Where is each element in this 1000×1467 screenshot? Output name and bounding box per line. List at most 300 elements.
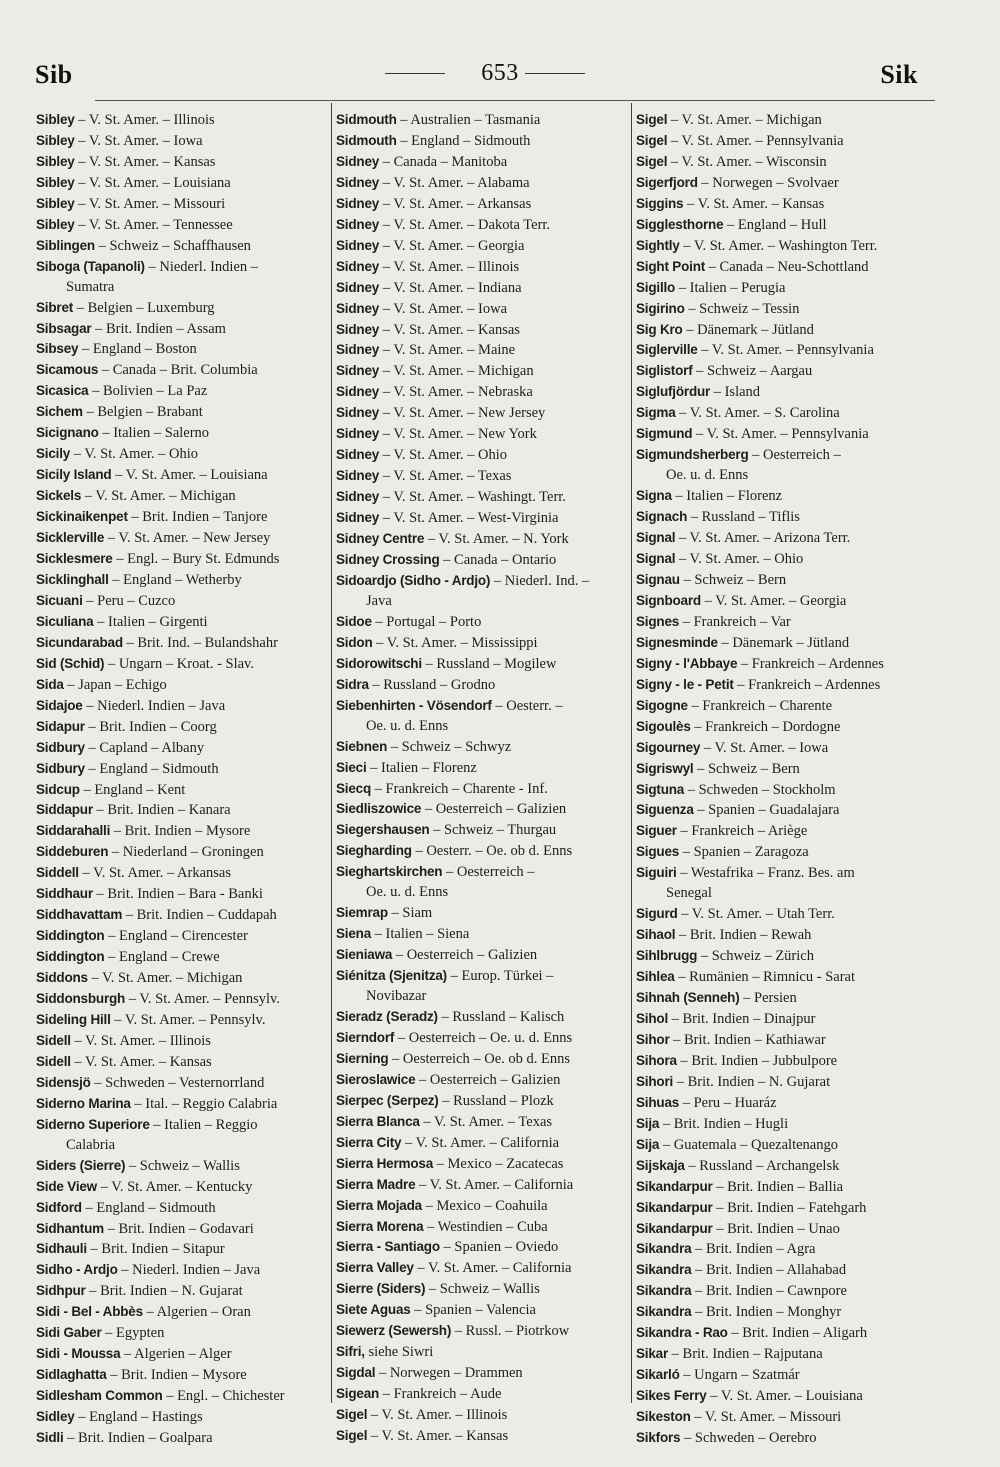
place-name: Sichem (36, 404, 83, 420)
column-1 (36, 110, 336, 1449)
gazetteer-entry (336, 654, 636, 675)
gazetteer-entry (636, 570, 936, 591)
place-name: Sidell (36, 1032, 71, 1048)
place-name: Siena (336, 926, 372, 942)
header-left-guide-word: Sib (35, 60, 73, 89)
gazetteer-entry (36, 1407, 336, 1428)
gazetteer-entry (636, 320, 936, 341)
gazetteer-entry (36, 381, 336, 402)
place-name: Sidney (336, 174, 380, 190)
place-name: Sigillo (636, 279, 676, 295)
place-name: Signy - le - Petit (636, 676, 734, 692)
gazetteer-entry (636, 946, 936, 967)
place-name: Sierndorf (336, 1029, 395, 1045)
place-location: – Niederland – Groningen (111, 844, 264, 861)
gazetteer-entry (36, 236, 336, 257)
gazetteer-entry (636, 1386, 936, 1407)
place-name: Sicamous (36, 362, 99, 378)
place-location: – V. St. Amer. – Ohio (678, 551, 804, 568)
gazetteer-entry (636, 215, 936, 236)
gazetteer-entry (636, 1114, 936, 1135)
gazetteer-entry (636, 445, 936, 486)
place-location: – Portugal – Porto (375, 613, 482, 630)
gazetteer-entry (336, 1007, 636, 1028)
place-name: Sidney (336, 342, 380, 358)
place-name: Sibley (36, 216, 75, 232)
header-right-guide-word: Sik (880, 60, 918, 89)
gazetteer-entry (36, 1365, 336, 1386)
gazetteer-entry (636, 1344, 936, 1365)
place-name: Siemrap (336, 905, 388, 921)
place-name: Siddhavattam (36, 907, 123, 923)
place-name: Sidney (336, 153, 380, 169)
place-location: – Canada – Ontario (443, 552, 557, 569)
place-location: – Brit. Indien – Kathiawar (673, 1031, 826, 1048)
place-location: – V. St. Amer. – Kansas (382, 321, 520, 338)
place-location: – Russland – Grodno (372, 676, 496, 693)
gazetteer-entry (636, 717, 936, 738)
place-name: Sidbury (36, 760, 85, 776)
gazetteer-entry (36, 591, 336, 612)
place-location: – Persien (743, 990, 797, 1007)
place-name: Siglufjördur (636, 384, 711, 400)
place-name: Sibley (36, 153, 75, 169)
place-location: – Brit. Indien – Cawnpore (695, 1283, 847, 1300)
gazetteer-entry (636, 1428, 936, 1449)
place-name: Siboga (Tapanoli) (36, 258, 145, 274)
gazetteer-entry (36, 675, 336, 696)
gazetteer-entry (336, 1091, 636, 1112)
place-name: Sigel (336, 1428, 368, 1444)
place-name: Sicuani (36, 592, 83, 608)
gazetteer-entry (336, 340, 636, 361)
place-name: Sidhauli (36, 1241, 87, 1257)
place-name: Sidney (336, 237, 380, 253)
place-name: Sidney (336, 489, 380, 505)
place-name: Sigel (636, 153, 668, 169)
place-name: Sierra Mojada (336, 1197, 422, 1213)
gazetteer-entry (36, 717, 336, 738)
place-name: Siderno Superiore (36, 1116, 150, 1132)
gazetteer-entry (636, 1365, 936, 1386)
place-name: Siegharding (336, 843, 412, 859)
gazetteer-entry (36, 215, 336, 236)
place-location: – Spanien – Zaragoza (682, 844, 809, 861)
place-location: – V. St. Amer. – Georgia (704, 592, 847, 609)
place-location: – Brit. Indien – Jubbulpore (680, 1052, 838, 1069)
place-name: Sidney (336, 363, 380, 379)
gazetteer-entry (336, 758, 636, 779)
place-location: – V. St. Amer. – Kansas (370, 1428, 509, 1445)
place-location: – V. St. Amer. – California (419, 1176, 574, 1193)
place-name: Sidra (336, 676, 369, 692)
place-location-continuation: Senegal (666, 885, 712, 902)
place-name: Sierra City (336, 1134, 402, 1150)
place-name: Signach (636, 509, 688, 525)
place-location: – Norwegen – Drammen (378, 1365, 523, 1382)
gazetteer-entry (636, 1093, 936, 1114)
gazetteer-entry (336, 1363, 636, 1384)
gazetteer-entry (36, 402, 336, 423)
place-location: – Russland – Tiflis (690, 509, 800, 526)
gazetteer-entry (36, 884, 336, 905)
place-location-continuation: Oe. u. d. Enns (366, 717, 449, 734)
gazetteer-entry (636, 738, 936, 759)
gazetteer-entry (336, 110, 636, 131)
gazetteer-entry (336, 924, 636, 945)
gazetteer-entry (36, 696, 336, 717)
gazetteer-entry (36, 1219, 336, 1240)
place-name: Sigirino (636, 300, 685, 316)
place-location: – V. St. Amer. – Alabama (382, 174, 530, 191)
place-name: Sibret (36, 299, 74, 315)
gazetteer-entry (336, 966, 636, 1007)
place-location: – V. St. Amer. – Michigan (382, 363, 534, 380)
place-name: Sicasica (36, 383, 89, 399)
place-name: Siddons (36, 970, 88, 986)
gazetteer-entry (336, 903, 636, 924)
place-name: Sidney (336, 510, 380, 526)
gazetteer-entry (336, 278, 636, 299)
place-location: – V. St. Amer. – N. York (427, 531, 569, 548)
gazetteer-entry (36, 989, 336, 1010)
gazetteer-entry (636, 633, 936, 654)
place-location: – V. St. Amer. – Indiana (382, 279, 522, 296)
place-location: – Frankreich – Dordogne (694, 718, 841, 735)
place-name: Sidlaghatta (36, 1367, 107, 1383)
place-location: – V. St. Amer. – New Jersey (382, 405, 546, 422)
place-name: Sidell (36, 1053, 71, 1069)
place-location: – V. St. Amer. – Illinois (370, 1407, 508, 1424)
gazetteer-entry (36, 549, 336, 570)
place-name: Sierra Valley (336, 1260, 414, 1276)
gazetteer-entry (336, 1405, 636, 1426)
gazetteer-entry (36, 1198, 336, 1219)
place-location: – V. St. Amer. – Louisiana (115, 467, 268, 484)
place-name: Sidho - Ardjo (36, 1262, 118, 1278)
place-location: – V. St. Amer. – Louisiana (710, 1388, 863, 1405)
gazetteer-entry (336, 487, 636, 508)
place-location: – Ungarn – Kroat. - Slav. (107, 655, 254, 672)
gazetteer-entry (36, 1302, 336, 1323)
place-location: – Schweden – Vesternorrland (94, 1074, 265, 1091)
gazetteer-entry (36, 339, 336, 360)
place-location: – V. St. Amer. – Pennsylvania (670, 132, 844, 149)
gazetteer-entry (36, 738, 336, 759)
place-location: – Brit. Indien – Aligarh (731, 1325, 868, 1342)
place-name: Siderno Marina (36, 1095, 131, 1111)
place-location: – Italien – Siena (374, 926, 470, 943)
place-location: – Schweiz – Thurgau (433, 822, 557, 839)
place-location: – V. St. Amer. – Texas (382, 468, 512, 485)
place-location: – V. St. Amer. – Iowa (382, 300, 508, 317)
place-name: Sigma (636, 405, 676, 421)
place-name: Sidney (336, 216, 380, 232)
place-name: Sikandra (636, 1262, 692, 1278)
place-name: Sigourney (636, 739, 701, 755)
gazetteer-entry (36, 1156, 336, 1177)
place-location-continuation: Sumatra (66, 278, 115, 295)
place-location: – Belgien – Brabant (86, 404, 203, 421)
place-name: Sidney Centre (336, 531, 425, 547)
place-name: Sig Kro (636, 321, 683, 337)
place-name: Siddonsburgh (36, 991, 126, 1007)
place-location: – Brit. Indien – Monghyr (695, 1304, 842, 1321)
gazetteer-entry (636, 759, 936, 780)
gazetteer-entry (336, 1196, 636, 1217)
place-location: – England – Sidmouth (85, 1199, 216, 1216)
place-location: – Egypten (105, 1325, 165, 1342)
gazetteer-entry (636, 967, 936, 988)
gazetteer-entry (636, 1051, 936, 1072)
place-location: – Oesterreich – Galizien (424, 801, 567, 818)
place-location: – Schweiz – Bern (697, 760, 800, 777)
gazetteer-entry (36, 1010, 336, 1031)
place-name: Signboard (636, 592, 701, 608)
gazetteer-entry (636, 361, 936, 382)
place-location: – Schweden – Stockholm (687, 781, 836, 798)
place-location: – V. St. Amer. – Kansas (74, 1053, 212, 1070)
place-location: – Mexico – Coahuila (425, 1197, 548, 1214)
header-dash-right (525, 73, 585, 74)
place-location: – Italien – Perugia (678, 279, 786, 296)
place-name: Sidney (336, 384, 380, 400)
place-name: Side View (36, 1178, 97, 1194)
gazetteer-entry (336, 215, 636, 236)
gazetteer-entry (36, 486, 336, 507)
place-name: Sidney (336, 258, 380, 274)
place-location: – Brit. Indien – Allahabad (695, 1262, 847, 1279)
place-location: – England – Sidmouth (400, 132, 531, 149)
gazetteer-entry (36, 1177, 336, 1198)
place-location: – England – Sidmouth (88, 760, 219, 777)
place-name: Siblingen (36, 237, 95, 253)
gazetteer-entry (636, 591, 936, 612)
place-location: – Brit. Indien – Cuddapah (125, 907, 277, 924)
gazetteer-entry (336, 862, 636, 903)
place-location: – V. St. Amer. – Illinois (382, 258, 520, 275)
gazetteer-entry (336, 194, 636, 215)
place-name: Sicklinghall (36, 571, 109, 587)
place-location: – Algerien – Alger (124, 1346, 232, 1363)
place-location: – V. St. Amer. – Ohio (73, 446, 199, 463)
place-location: – V. St. Amer. – Arkansas (382, 195, 532, 212)
place-name: Sierra Blanca (336, 1113, 420, 1129)
place-name: Siénitza (Sjenitza) (336, 968, 447, 984)
gazetteer-entry (36, 905, 336, 926)
gazetteer-entry (36, 110, 336, 131)
gazetteer-entry (336, 1070, 636, 1091)
place-name: Sidi - Moussa (36, 1346, 121, 1362)
place-name: Siculiana (36, 613, 94, 629)
gazetteer-entry (636, 486, 936, 507)
place-location: – England – Hull (727, 216, 827, 233)
place-location: – Siam (391, 905, 433, 922)
place-name: Sidney Crossing (336, 552, 440, 568)
place-name: Sidford (36, 1199, 82, 1215)
gazetteer-entry (36, 423, 336, 444)
place-location: – Frankreich – Ariège (680, 823, 808, 840)
place-location: – Engl. – Bury St. Edmunds (116, 551, 280, 568)
gazetteer-entry (336, 1321, 636, 1342)
place-location: – Oesterreich – Oe. ob d. Enns (392, 1050, 571, 1067)
place-name: Siebnen (336, 738, 388, 754)
place-location: – Brit. Indien – Dinajpur (671, 1010, 816, 1027)
place-name: Sikandarpur (636, 1199, 713, 1215)
place-name: Sihori (636, 1073, 674, 1089)
gazetteer-entry (36, 926, 336, 947)
gazetteer-entry (36, 360, 336, 381)
gazetteer-entry (36, 570, 336, 591)
gazetteer-entry (336, 799, 636, 820)
gazetteer-entry (336, 675, 636, 696)
gazetteer-entry (36, 1031, 336, 1052)
place-location: – Schweiz – Aargau (696, 363, 813, 380)
place-location: – V. St. Amer. – Kansas (78, 153, 216, 170)
place-name: Sidley (36, 1409, 75, 1425)
gazetteer-entry (636, 925, 936, 946)
place-location: – Schweiz – Wallis (128, 1157, 240, 1174)
place-name: Siegershausen (336, 822, 430, 838)
place-name: Sigerfjord (636, 174, 698, 190)
place-name: Sight Point (636, 258, 706, 274)
place-location: – Brit. Indien – Fatehgarh (716, 1199, 867, 1216)
place-name: Sieci (336, 759, 367, 775)
place-location: – England – Hastings (78, 1409, 203, 1426)
place-location: – Schweiz – Bern (683, 571, 787, 588)
place-location: – Schweiz – Schaffhausen (98, 237, 251, 254)
place-location: – Schweiz – Schwyz (390, 738, 512, 755)
place-name: Sida (36, 676, 64, 692)
place-name: Sidensjö (36, 1074, 91, 1090)
place-name: Sigogne (636, 697, 688, 713)
gazetteer-entry (336, 152, 636, 173)
place-name: Siddington (36, 949, 105, 965)
place-name: Sidney (336, 468, 380, 484)
place-name: Sierpec (Serpez) (336, 1092, 439, 1108)
place-location: – V. St. Amer. – Michigan (91, 970, 243, 987)
place-location: – V. St. Amer. – Pennsylv. (128, 991, 280, 1008)
place-location: – Brit. Indien – Agra (695, 1241, 816, 1258)
gazetteer-entry (636, 1260, 936, 1281)
gazetteer-entry (36, 1344, 336, 1365)
gazetteer-entry (636, 131, 936, 152)
gazetteer-entry (636, 842, 936, 863)
place-location: – Rumänien – Rimnicu - Sarat (678, 969, 855, 986)
gazetteer-entry (36, 654, 336, 675)
place-location: – V. St. Amer. – Iowa (703, 739, 829, 756)
place-location: – V. St. Amer. – Washington Terr. (683, 237, 878, 254)
gazetteer-entry (336, 1133, 636, 1154)
place-name: Siddington (36, 928, 105, 944)
gazetteer-entry (636, 988, 936, 1009)
place-name: Sicundarabad (36, 634, 123, 650)
gazetteer-entry (36, 821, 336, 842)
place-location: – Frankreich – Ardennes (740, 655, 884, 672)
gazetteer-entry (36, 131, 336, 152)
place-location: – Brit. Indien – N. Gujarat (89, 1283, 243, 1300)
place-location: – V. St. Amer. – Washingt. Terr. (382, 489, 566, 506)
place-location: – Brit. Indien – Mysore (113, 823, 251, 840)
place-name: Sihor (636, 1031, 670, 1047)
place-location: – Europ. Türkei – (450, 968, 554, 985)
gazetteer-entry (636, 152, 936, 173)
place-name: Siguenza (636, 802, 694, 818)
gazetteer-entry (636, 403, 936, 424)
gazetteer-entry (336, 1154, 636, 1175)
gazetteer-entry (336, 131, 636, 152)
place-name: Sierre (Siders) (336, 1281, 426, 1297)
place-name: Sibley (36, 174, 75, 190)
gazetteer-entry (36, 1428, 336, 1449)
place-name: Sidney (336, 195, 380, 211)
gazetteer-entry (36, 612, 336, 633)
place-location: – V. St. Amer. – Maine (382, 342, 516, 359)
place-location: – Oesterreich – Galizien (419, 1071, 561, 1088)
gazetteer-entry (36, 1386, 336, 1407)
place-name: Signal (636, 551, 676, 567)
gazetteer-entry (36, 257, 336, 298)
place-location-continuation: Java (366, 592, 392, 609)
place-location: – Italien – Girgenti (97, 613, 208, 630)
gazetteer-entry (336, 550, 636, 571)
gazetteer-entry (336, 1237, 636, 1258)
place-name: Siddarahalli (36, 823, 111, 839)
place-name: Sihuas (636, 1094, 680, 1110)
place-name: Sibley (36, 195, 75, 211)
gazetteer-entry (636, 1072, 936, 1093)
place-name: Sigean (336, 1386, 380, 1402)
place-name: Sieradz (Seradz) (336, 1008, 438, 1024)
place-name: Sigglesthorne (636, 216, 724, 232)
place-location: – Oesterr. – (495, 697, 563, 714)
gazetteer-entry (636, 1407, 936, 1428)
gazetteer-entry (636, 1219, 936, 1240)
gazetteer-entry (36, 759, 336, 780)
gazetteer-entry (336, 571, 636, 612)
gazetteer-entry (636, 1177, 936, 1198)
place-name: Siewerz (Sewersh) (336, 1323, 452, 1339)
place-name: Siete Aguas (336, 1302, 411, 1318)
gazetteer-entry (336, 633, 636, 654)
gazetteer-entry (36, 194, 336, 215)
gazetteer-entry (336, 820, 636, 841)
gazetteer-entry (636, 278, 936, 299)
place-location: siehe Siwri (368, 1344, 434, 1361)
place-name: Sikandra (636, 1241, 692, 1257)
place-name: Sihnah (Senneh) (636, 990, 740, 1006)
gazetteer-entry (636, 528, 936, 549)
place-location: – V. St. Amer. – Pennsylvania (701, 342, 874, 359)
place-location: – V. St. Amer. – West-Virginia (382, 510, 559, 527)
gazetteer-entry (336, 1426, 636, 1447)
place-location: – Dänemark – Jütland (686, 321, 814, 338)
gazetteer-entry (636, 507, 936, 528)
place-location: – V. St. Amer. – Nebraska (382, 384, 533, 401)
gazetteer-entry (636, 1302, 936, 1323)
place-location: – Russland – Kalisch (441, 1008, 565, 1025)
place-location: – Brit. Indien – Kanara (96, 802, 231, 819)
place-name: Sidoe (336, 613, 372, 629)
place-location: – Australien – Tasmania (400, 112, 541, 128)
place-name: Siddhaur (36, 886, 93, 902)
place-location: – Ungarn – Szatmár (683, 1367, 800, 1384)
place-name: Signesminde (636, 634, 718, 650)
place-location: – V. St. Amer. – Dakota Terr. (382, 216, 551, 233)
gazetteer-entry (36, 1323, 336, 1344)
place-name: Sidney (336, 279, 380, 295)
place-location: – Brit. Indien – Godavari (107, 1220, 254, 1237)
